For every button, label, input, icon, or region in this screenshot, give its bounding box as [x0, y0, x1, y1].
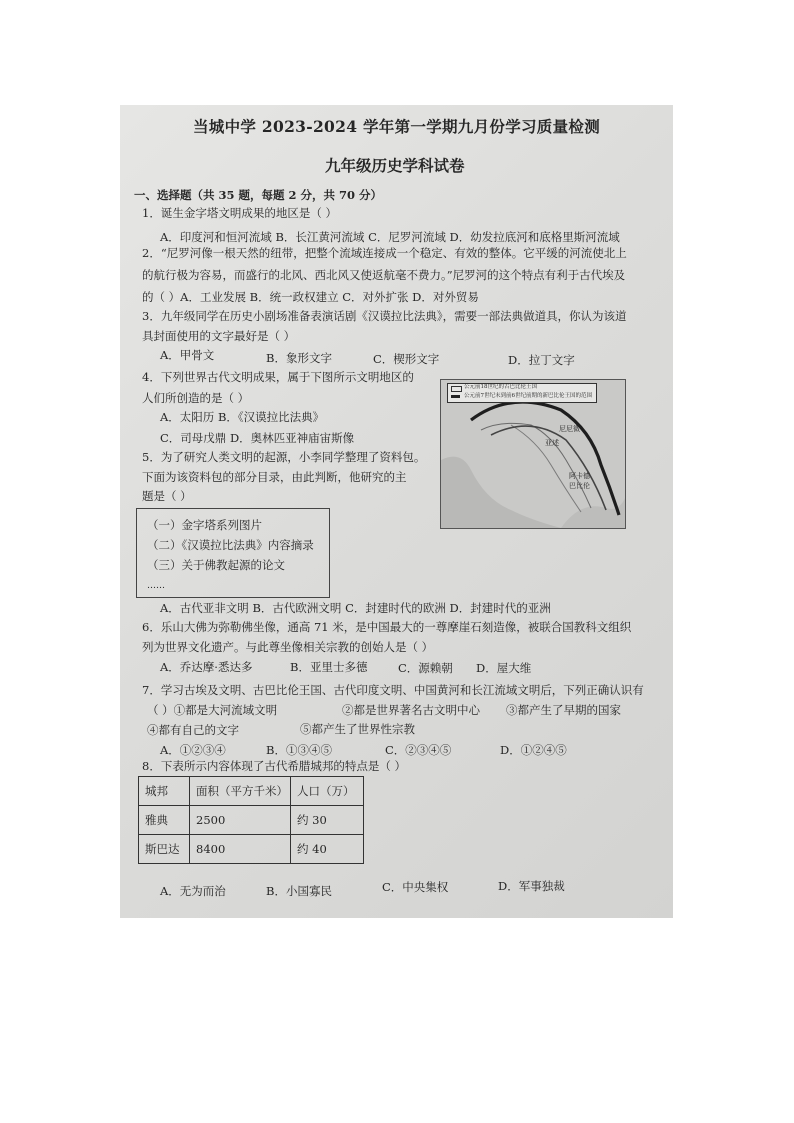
- table-header-cell: 人口（万）: [291, 777, 364, 806]
- map-legend: [447, 383, 597, 403]
- q1-options: A．印度河和恒河流域 B．长江黄河流域 C．尼罗河流域 D．幼发拉底河和底格里斯河流域: [160, 230, 620, 244]
- table-header-cell: 面积（平方千米）: [190, 777, 291, 806]
- q3-line1: 3．九年级同学在历史小剧场准备表演话剧《汉谟拉比法典》，需要一部法典做道具，你认为该道: [142, 309, 627, 323]
- q7-point-3: ③都产生了早期的国家: [506, 703, 621, 717]
- legend-swatch-2: [451, 395, 460, 398]
- q7-point-2: ②都是世界著名古文明中心: [342, 703, 480, 717]
- q5-options: A．古代亚非文明 B．古代欧洲文明 C．封建时代的欧洲 D．封建时代的亚洲: [160, 601, 551, 615]
- q6-option-d: D．屋大维: [476, 661, 532, 675]
- q8-option-a: A．无为而治: [160, 884, 226, 898]
- q7-option-a: A．①②③④: [160, 743, 226, 757]
- q3-option-d: D．拉丁文字: [508, 353, 575, 367]
- table-header-cell: 城邦: [139, 777, 190, 806]
- q5-line3: 题是（ ）: [142, 489, 192, 503]
- q1-stem: 1．诞生金字塔文明成果的地区是（ ）: [142, 206, 337, 220]
- q7-option-b: B．①③④⑤: [266, 743, 332, 757]
- mesopotamia-map: [440, 379, 626, 529]
- exam-subtitle: 九年级历史学科试卷: [325, 156, 465, 175]
- q3-option-c: C．楔形文字: [373, 352, 440, 366]
- map-label-nineveh: 尼尼微: [559, 425, 580, 433]
- q2-line3: 的（ ）A．工业发展 B．统一政权建立 C．对外扩张 D．对外贸易: [142, 290, 479, 304]
- q4-options-ab: A．太阳历 B．《汉谟拉比法典》: [160, 410, 325, 424]
- map-label-akkad: 阿卡德: [569, 472, 590, 480]
- legend-label-2: 公元前7世纪末到前6世纪前期的新巴比伦王国的范围: [464, 393, 593, 399]
- q7-point-5: ⑤都产生了世界性宗教: [300, 722, 415, 736]
- q8-option-b: B．小国寡民: [266, 884, 332, 898]
- table-row: [139, 835, 364, 864]
- q4-options-cd: C．司母戊鼎 D．奥林匹亚神庙宙斯像: [160, 431, 355, 445]
- q7-line1: 7．学习古埃及文明、古巴比伦王国、古代印度文明、中国黄河和长江流域文明后，下列正确认识有: [142, 683, 644, 697]
- q2-line2: 的航行极为容易，而盛行的北风、西北风又使返航毫不费力。”尼罗河的这个特点有利于古代埃及: [142, 268, 626, 282]
- q5-box-item: （三）关于佛教起源的论文: [147, 558, 285, 572]
- q7-point-1: （ ）①都是大河流域文明: [147, 703, 278, 717]
- map-label-babylon: 巴比伦: [569, 482, 590, 490]
- q5-materials-box: [136, 508, 330, 598]
- q4-line1: 4．下列世界古代文明成果，属于下图所示文明地区的: [142, 370, 414, 384]
- q5-box-ellipsis: ……: [147, 581, 165, 591]
- q7-point-4: ④都有自己的文字: [147, 723, 239, 737]
- table-cell: 约 40: [291, 835, 364, 864]
- q8-stem: 8．下表所示内容体现了古代希腊城邦的特点是（ ）: [142, 759, 406, 773]
- table-cell: 2500: [190, 806, 291, 835]
- q8-table: [138, 776, 364, 864]
- table-cell: 约 30: [291, 806, 364, 835]
- q5-box-item: （二）《汉谟拉比法典》内容摘录: [147, 538, 314, 552]
- q7-option-d: D．①②④⑤: [500, 743, 567, 757]
- table-row: [139, 806, 364, 835]
- q3-line2: 具封面使用的文字最好是（ ）: [142, 329, 296, 343]
- q6-option-c: C．源赖朝: [398, 661, 453, 675]
- q3-option-a: A．甲骨文: [160, 348, 215, 362]
- table-header-row: [139, 777, 364, 806]
- q6-option-a: A．乔达摩·悉达多: [160, 660, 253, 674]
- table-cell: 雅典: [139, 806, 190, 835]
- q6-line1: 6．乐山大佛为弥勒佛坐像，通高 71 米，是中国最大的一尊摩崖石刻造像，被联合国教科文组织: [142, 620, 632, 634]
- exam-paper: [120, 105, 673, 918]
- q6-line2: 列为世界文化遗产。与此尊坐像相关宗教的创始人是（ ）: [142, 640, 434, 654]
- q6-option-b: B．亚里士多德: [290, 660, 368, 674]
- section-heading: 一、选择题（共 35 题，每题 2 分，共 70 分）: [134, 188, 383, 202]
- legend-label-1: 公元前18世纪的古巴比伦王国: [464, 384, 537, 390]
- q5-box-item: （一）金字塔系列图片: [147, 518, 262, 532]
- q5-line1: 5．为了研究人类文明的起源，小李同学整理了资料包。: [142, 450, 426, 464]
- q5-line2: 下面为该资料包的部分目录，由此判断，他研究的主: [142, 470, 407, 484]
- table-cell: 斯巴达: [139, 835, 190, 864]
- map-label-assur: 亚述: [545, 439, 559, 447]
- q4-line2: 人们所创造的是（ ）: [142, 391, 250, 405]
- table-cell: 8400: [190, 835, 291, 864]
- q3-option-b: B．象形文字: [266, 351, 332, 365]
- q8-option-c: C．中央集权: [382, 880, 449, 894]
- exam-title: 当城中学 2023-2024 学年第一学期九月份学习质量检测: [193, 117, 601, 136]
- legend-swatch-1: [451, 386, 462, 392]
- q2-line1: 2．“尼罗河像一根天然的纽带，把整个流域连接成一个稳定、有效的整体。它平缓的河流使北上: [142, 246, 627, 260]
- q8-option-d: D．军事独裁: [498, 879, 565, 893]
- q7-option-c: C．②③④⑤: [385, 743, 452, 757]
